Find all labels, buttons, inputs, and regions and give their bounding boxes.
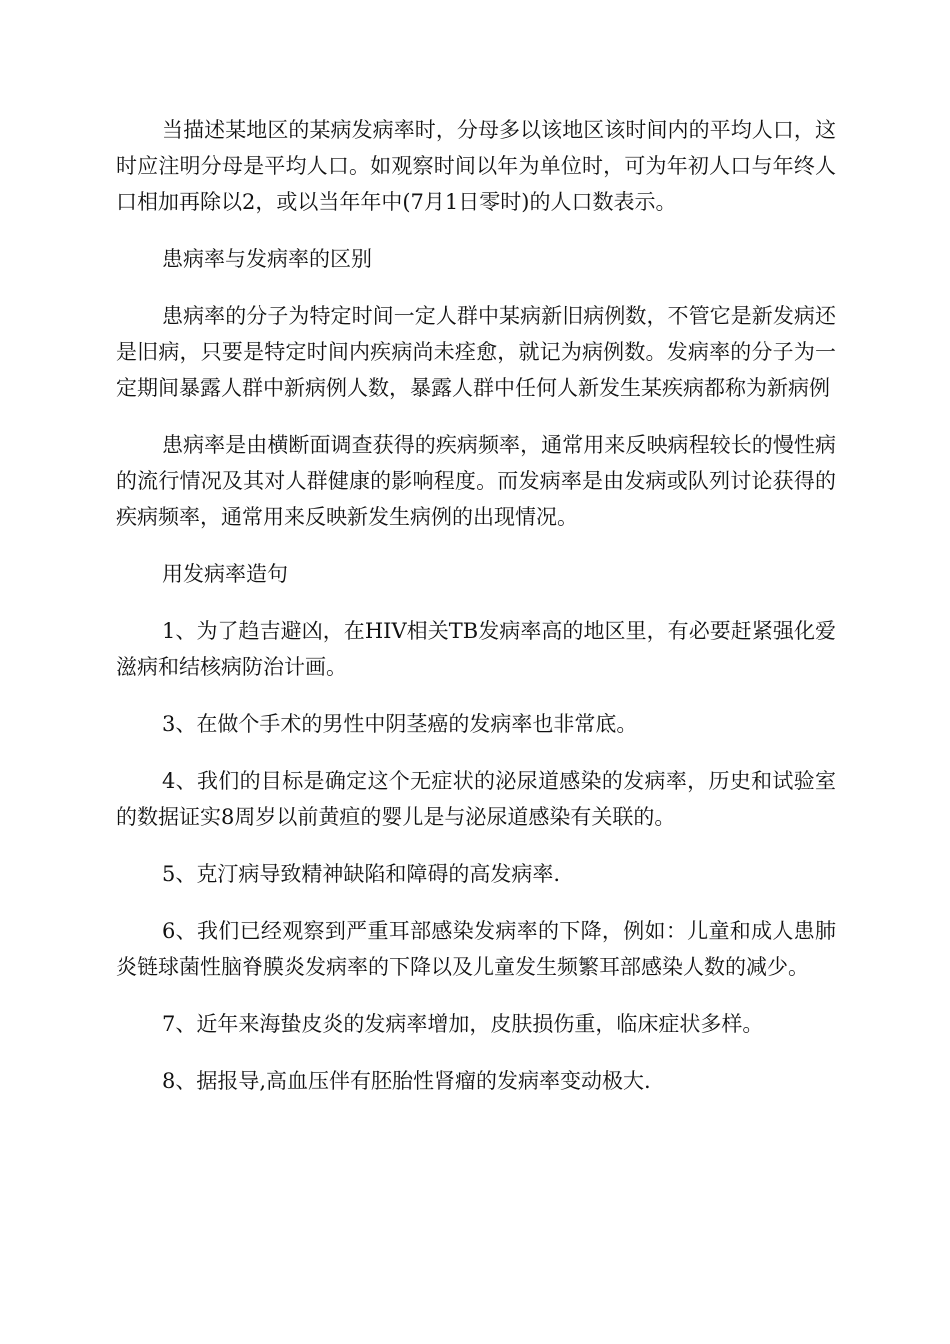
example-sentence-3: 3、在做个手术的男性中阴茎癌的发病率也非常底。 [162,712,638,736]
heading-prevalence-vs-incidence: 患病率与发病率的区别 [162,247,372,271]
example-sentence-8: 8、据报导,高血压伴有胚胎性肾瘤的发病率变动极大. [162,1069,651,1093]
example-sentence-4: 4、我们的目标是确定这个无症状的泌尿道感染的发病率，历史和试验室的数据证实8周岁以前黄疸的婴儿是与泌尿道感染有关联的。 [116,769,836,829]
example-sentence-1: 1、为了趋吉避凶，在HIV相关TB发病率高的地区里，有必要赶紧强化爱滋病和结核病防治计画。 [116,619,836,679]
paragraph-numerator-difference: 患病率的分子为特定时间一定人群中某病新旧病例数，不管它是新发病还是旧病，只要是特定时间内疾病尚未痊愈，就记为病例数。发病率的分子为一定期间暴露人群中新病例人数，暴露人群中任何人新发生某疾病都称为新病例 [116,304,836,400]
example-sentence-6: 6、我们已经观察到严重耳部感染发病率的下降，例如：儿童和成人患肺炎链球菌性脑脊膜炎发病率的下降以及儿童发生频繁耳部感染人数的减少。 [116,919,836,979]
document-body [116,112,836,1120]
example-sentence-5: 5、克汀病导致精神缺陷和障碍的高发病率. [162,862,561,886]
example-sentence-7: 7、近年来海蛰皮炎的发病率增加，皮肤损伤重，临床症状多样。 [162,1012,764,1036]
heading-example-sentences: 用发病率造句 [162,562,288,586]
paragraph-frequency-difference: 患病率是由横断面调查获得的疾病频率，通常用来反映病程较长的慢性病的流行情况及其对人群健康的影响程度。而发病率是由发病或队列讨论获得的疾病频率，通常用来反映新发生病例的出现情况。 [116,433,836,529]
paragraph-incidence-denominator: 当描述某地区的某病发病率时，分母多以该地区该时间内的平均人口，这时应注明分母是平均人口。如观察时间以年为单位时，可为年初人口与年终人口相加再除以2，或以当年年中(7月1日零时)的人口数表示。 [116,118,836,214]
